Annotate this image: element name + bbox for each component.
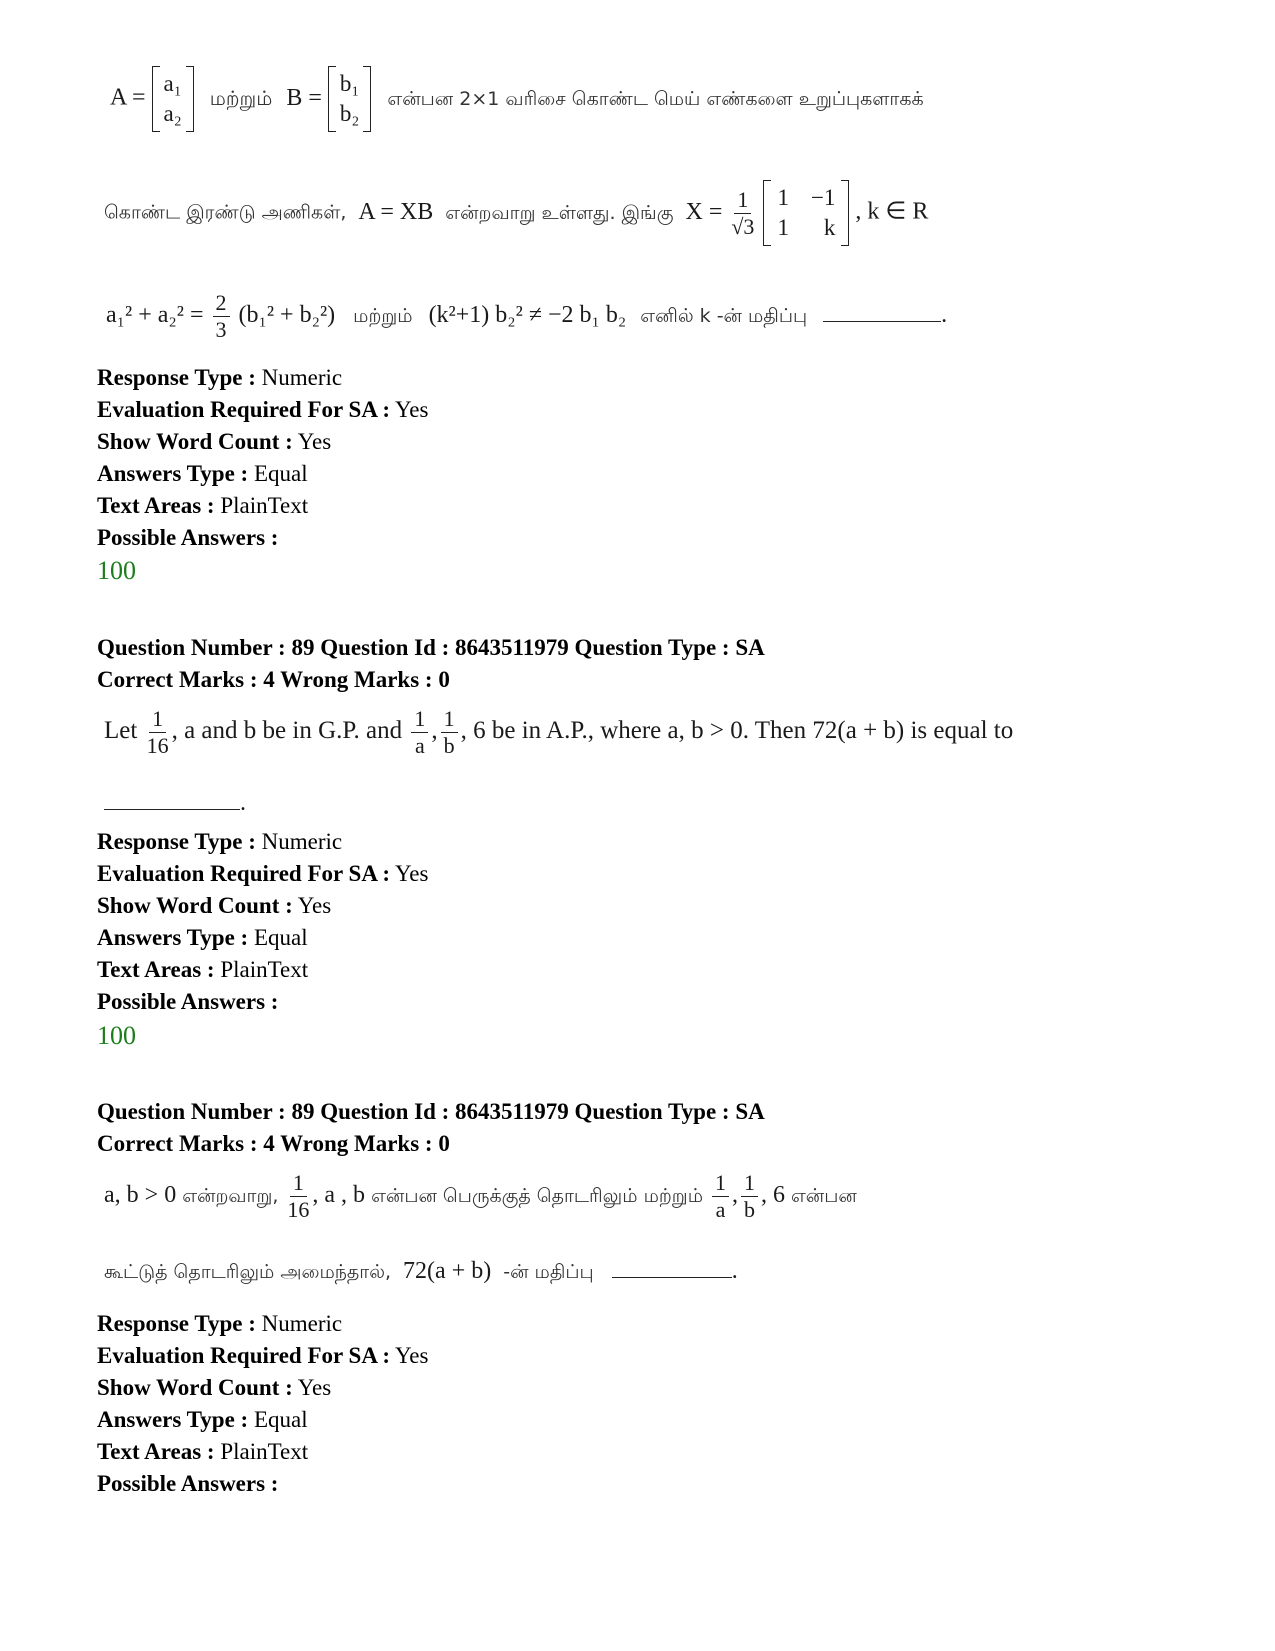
q2-line2: . [104, 790, 246, 817]
possible-answers-label: Possible Answers : [97, 1471, 279, 1496]
fraction: $\frac{1}{a}$ [712, 1172, 729, 1221]
q2-line1: Let $\frac{1}{16}$ , a and b be in G.P. and $\frac{1}{a}$ , $\frac{1}{b}$ , 6 be in A.P., where a, b > 0. Then 72(a + b) is equal to [104, 706, 1014, 758]
q1-line3: a₁² + a₂² = $\frac{2}{3}$ (b₁² + b₂²) மற்றும் (k²+1) b₂² ≠ −2 b₁ b₂ எனில் k -ன் மதிப்பு . [106, 290, 948, 342]
matrix-b-label: B = [286, 84, 322, 111]
evaluation-value: Yes [395, 861, 429, 886]
question-info: Question Number : 89 Question Id : 8643511979 Question Type : SA [97, 635, 765, 660]
answer-blank [823, 321, 941, 322]
evaluation-value: Yes [395, 1343, 429, 1368]
matrix-a-entry: a₁ [163, 71, 182, 96]
matrix-b [328, 66, 372, 132]
q3-line2: கூட்டுத் தொடரிலும் அமைந்தால், 72(a + b) -ன் மதிப்பு . [104, 1258, 738, 1284]
word-count-value: Yes [297, 1375, 332, 1400]
equation-rhs: (b₁² + b₂²) [238, 302, 336, 329]
possible-answer: 100 [97, 1021, 136, 1050]
tamil-and: மற்றும் [209, 85, 273, 110]
text-areas-value: PlainText [220, 957, 309, 982]
answers-type-value: Equal [253, 461, 308, 486]
matrix-x-label: X = [685, 198, 723, 225]
equation-a-xb: A = XB [358, 198, 434, 225]
q1-line2 [104, 180, 928, 246]
marks-info: Correct Marks : 4 Wrong Marks : 0 [97, 667, 450, 692]
condition: (k²+1) b₂² ≠ −2 b₁ b₂ [428, 302, 627, 329]
fraction: $\frac{1}{b}$ [441, 708, 458, 757]
evaluation-value: Yes [395, 397, 429, 422]
tamil-text: என்பன 2×1 வரிசை கொண்ட மெய் எண்களை உறுப்புகளாகக் [387, 87, 924, 110]
matrix-a-entry: a₂ [163, 101, 182, 126]
matrix-x-entry: k [823, 215, 836, 240]
fraction: $\frac{1}{b}$ [741, 1172, 758, 1221]
answer-blank [612, 1277, 732, 1278]
question-header-2 [97, 632, 765, 696]
meta-block-1: Response Type : Numeric Evaluation Required For SA : Yes Show Word Count : Yes Answers Type : Equal Text Areas : PlainText Possible Answers : [97, 365, 429, 550]
tamil-text: எனில் k -ன் மதிப்பு [640, 305, 808, 328]
fraction: $\frac{1}{16}$ [146, 706, 169, 758]
word-count-value: Yes [297, 893, 332, 918]
question-info: Question Number : 89 Question Id : 8643511979 Question Type : SA [97, 1099, 765, 1124]
answers-type-value: Equal [253, 1407, 308, 1432]
matrix-a [152, 66, 194, 132]
tamil-text: என்றவாறு உள்ளது. இங்கு [445, 201, 674, 224]
q3-line1: a, b > 0 என்றவாறு, $\frac{1}{16}$ , a , b என்பன பெருக்குத் தொடரிலும் மற்றும் $\frac{1}{a}$ , $\frac{1}{b}$ , 6 என்பன [104, 1170, 857, 1222]
word-count-value: Yes [297, 429, 332, 454]
meta-block-3: Response Type : Numeric Evaluation Required For SA : Yes Show Word Count : Yes Answers Type : Equal Text Areas : PlainText Possible Answers : [97, 1311, 429, 1496]
tamil-and: மற்றும் [353, 305, 413, 328]
response-type-value: Numeric [261, 365, 343, 390]
meta-block-2: Response Type : Numeric Evaluation Required For SA : Yes Show Word Count : Yes Answers Type : Equal Text Areas : PlainText Possible Answers : [97, 829, 429, 1014]
fraction: $\frac{1}{16}$ [287, 1170, 310, 1222]
answers-type-value: Equal [253, 925, 308, 950]
fraction: $\frac{2}{3}$ [213, 292, 230, 341]
response-type-value: Numeric [261, 1311, 343, 1336]
matrix-b-entry: b₁ [339, 71, 360, 96]
text-areas-value: PlainText [220, 493, 309, 518]
matrix-x-entry: 1 [777, 185, 789, 210]
equation-lhs: a₁² + a₂² = [106, 302, 204, 329]
response-type-value: Numeric [261, 829, 343, 854]
question-header-3 [97, 1096, 765, 1160]
k-in-r: , k ∈ R [855, 198, 929, 225]
possible-answers-label: Possible Answers : [97, 525, 279, 550]
tamil-text: கொண்ட இரண்டு அணிகள், [104, 201, 347, 224]
fraction: $\frac{1}{√3}$ [731, 186, 755, 239]
answer-blank [104, 809, 240, 810]
text-areas-value: PlainText [220, 1439, 309, 1464]
fraction: $\frac{1}{a}$ [411, 708, 428, 757]
marks-info: Correct Marks : 4 Wrong Marks : 0 [97, 1131, 450, 1156]
matrix-a-label: A = [110, 84, 146, 111]
matrix-x [763, 180, 849, 246]
possible-answer: 100 [97, 556, 136, 585]
matrix-x-entry: 1 [777, 215, 789, 240]
matrix-x-entry: −1 [810, 185, 836, 210]
q1-line1 [110, 66, 924, 132]
possible-answers-label: Possible Answers : [97, 989, 279, 1014]
matrix-b-entry: b₂ [339, 101, 360, 126]
